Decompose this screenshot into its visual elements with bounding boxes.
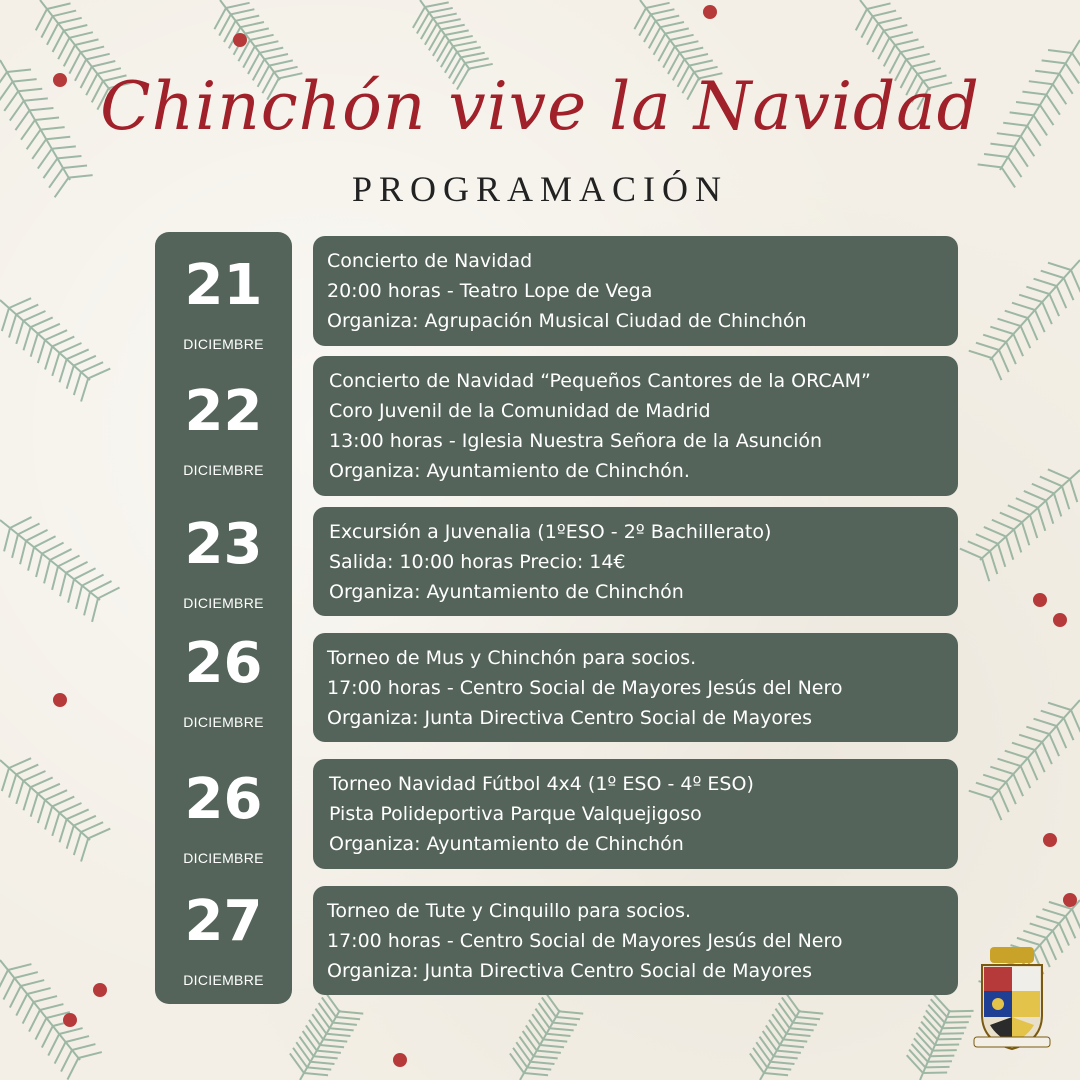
event-card	[313, 759, 958, 869]
date-month: DICIEMBRE	[183, 336, 264, 352]
event-title: Torneo Navidad Fútbol 4x4 (1º ESO - 4º ESO)	[329, 773, 754, 795]
event-card	[313, 507, 958, 616]
event-detail: 17:00 horas - Centro Social de Mayores Jesús del Nero	[327, 929, 843, 952]
date-day: 21	[184, 253, 263, 318]
event-detail: Coro Juvenil de la Comunidad de Madrid	[329, 400, 711, 422]
municipal-crest-icon	[972, 945, 1052, 1053]
date-block	[155, 379, 292, 478]
event-card	[313, 633, 958, 742]
event-title: Excursión a Juvenalia (1ºESO - 2º Bachillerato)	[329, 520, 772, 543]
page-title: Chinchón vive la Navidad	[100, 68, 980, 145]
event-title: Torneo de Mus y Chinchón para socios.	[327, 646, 697, 669]
event-organizer: Organiza: Agrupación Musical Ciudad de Chinchón	[327, 310, 807, 332]
event-card	[313, 886, 958, 995]
date-month: DICIEMBRE	[183, 972, 264, 988]
event-detail: 20:00 horas - Teatro Lope de Vega	[327, 280, 653, 302]
event-detail: Pista Polideportiva Parque Valquejigoso	[329, 803, 702, 825]
event-title: Torneo de Tute y Cinquillo para socios.	[327, 899, 692, 922]
event-detail: 13:00 horas - Iglesia Nuestra Señora de la Asunción	[329, 430, 823, 452]
date-month: DICIEMBRE	[183, 595, 264, 611]
date-block	[155, 631, 292, 730]
page-subtitle: PROGRAMACIÓN	[351, 169, 729, 209]
date-month: DICIEMBRE	[183, 714, 264, 730]
date-block	[155, 253, 292, 352]
date-block	[155, 889, 292, 988]
event-detail: Salida: 10:00 horas Precio: 14€	[329, 550, 626, 573]
event-organizer: Organiza: Junta Directiva Centro Social de Mayores	[327, 706, 812, 729]
event-card	[313, 236, 958, 346]
event-title: Concierto de Navidad	[327, 250, 533, 272]
date-column	[155, 232, 292, 1004]
date-day: 27	[184, 889, 263, 954]
event-organizer: Organiza: Junta Directiva Centro Social de Mayores	[327, 959, 812, 982]
event-organizer: Organiza: Ayuntamiento de Chinchón.	[329, 460, 690, 482]
event-card	[313, 356, 958, 496]
event-title: Concierto de Navidad “Pequeños Cantores de la ORCAM”	[329, 370, 871, 392]
event-organizer: Organiza: Ayuntamiento de Chinchón	[329, 833, 684, 855]
date-block	[155, 512, 292, 611]
date-month: DICIEMBRE	[183, 462, 264, 478]
date-day: 23	[184, 512, 263, 577]
date-day: 22	[184, 379, 263, 444]
date-month: DICIEMBRE	[183, 850, 264, 866]
event-organizer: Organiza: Ayuntamiento de Chinchón	[329, 580, 684, 603]
date-day: 26	[184, 631, 263, 696]
date-block	[155, 767, 292, 866]
date-day: 26	[184, 767, 263, 832]
event-detail: 17:00 horas - Centro Social de Mayores Jesús del Nero	[327, 676, 843, 699]
